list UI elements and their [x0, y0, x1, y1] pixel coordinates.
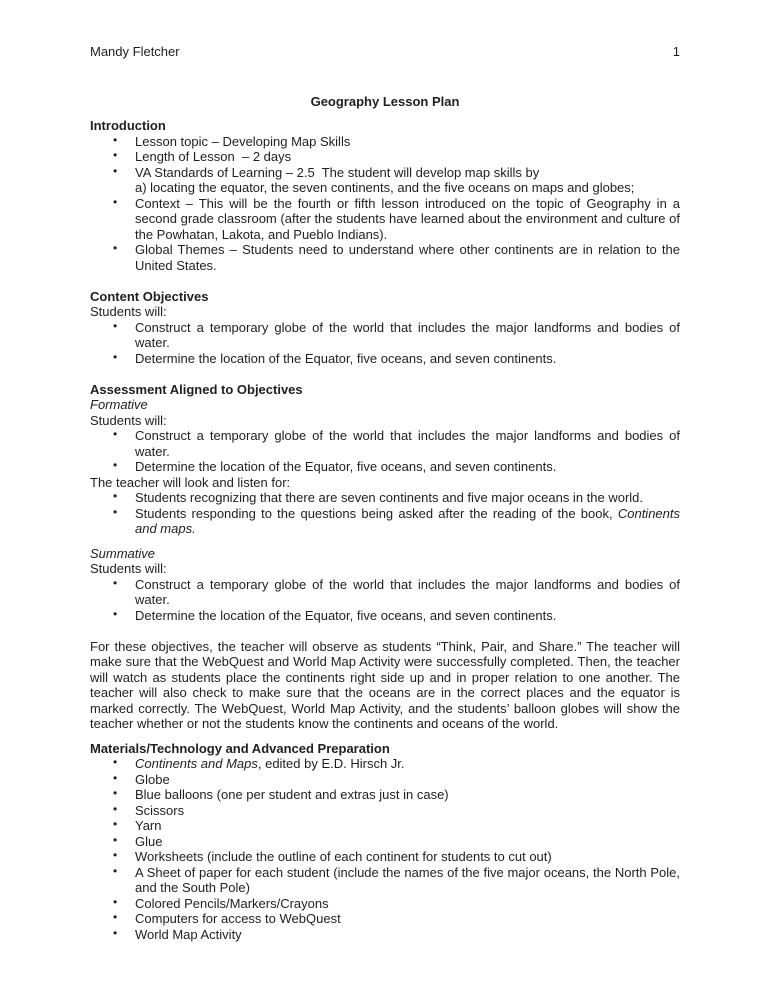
bullet-icon: • [113, 132, 118, 147]
bullet-item [90, 134, 680, 150]
bullet-list [90, 577, 680, 624]
bullet-icon: • [113, 817, 118, 831]
text-run: Glue [135, 833, 163, 849]
bullet-icon: • [113, 925, 118, 940]
document-title: Geography Lesson Plan [310, 93, 460, 109]
spacer [90, 366, 680, 382]
bullet-item [90, 834, 680, 850]
text-run: Construct a temporary globe of the world that includes the major landforms and bodies of water. [135, 576, 680, 607]
text-run: , edited by E.D. Hirsch Jr. [257, 756, 405, 771]
bullet-icon: • [113, 786, 118, 800]
bullet-list [90, 756, 680, 942]
bullet-item [90, 865, 680, 896]
text-run: Determine the location of the Equator, five oceans, and seven continents. [135, 350, 557, 366]
bullet-icon: • [113, 241, 118, 255]
text-line: a) locating the equator, the seven continents, and the five oceans on maps and globes; [135, 180, 635, 195]
text-run: Computers for access to WebQuest [135, 911, 341, 926]
spacer [90, 109, 680, 118]
text-run: Determine the location of the Equator, five oceans, and seven continents. [135, 459, 557, 474]
bullet-item [90, 577, 680, 608]
bullet-icon: • [113, 832, 118, 847]
text-run: Global Themes – Students need to understand where other continents are in relation to the United States. [135, 242, 680, 273]
bullet-item [90, 849, 680, 865]
text-run: VA Standards of Learning – 2.5 The student will develop map skills by [135, 164, 540, 180]
text-run: Students responding to the questions being asked after the reading of the book, [135, 505, 618, 521]
text-run: Length of Lesson – 2 days [135, 149, 292, 164]
text-line: The teacher will look and listen for: [90, 474, 291, 490]
bullet-icon: • [113, 163, 118, 178]
bullet-icon: • [113, 801, 118, 816]
text-run: Lesson topic – Developing Map Skills [135, 133, 351, 149]
bullet-item [90, 490, 680, 506]
section-heading: Introduction [90, 118, 166, 133]
text-run: Worksheets (include the outline of each continent for students to cut out) [135, 849, 552, 864]
section-heading: Materials/Technology and Advanced Preparation [90, 740, 390, 756]
document-body [90, 118, 680, 942]
bullet-item [90, 351, 680, 367]
bullet-item [90, 772, 680, 788]
text-run: Scissors [135, 802, 185, 818]
bullet-item [90, 428, 680, 459]
header-page-number: 1 [672, 44, 680, 59]
bullet-icon: • [113, 606, 118, 621]
subheading-italic: Formative [90, 397, 148, 412]
bullet-item [90, 756, 680, 772]
text-run: Globe [135, 771, 170, 787]
bullet-icon: • [113, 504, 118, 519]
bullet-item [90, 803, 680, 819]
subheading-italic: Summative [90, 545, 156, 561]
bullet-item [90, 506, 680, 537]
bullet-icon: • [113, 848, 118, 862]
bullet-item [90, 818, 680, 834]
bullet-icon: • [113, 489, 118, 503]
text-run: Students recognizing that there are seven continents and five major oceans in the world. [135, 490, 644, 505]
bullet-list [90, 134, 680, 274]
bullet-list [90, 428, 680, 475]
bullet-list [90, 320, 680, 367]
bullet-item [90, 608, 680, 624]
bullet-icon: • [113, 755, 118, 769]
bullet-icon: • [113, 894, 118, 909]
bullet-icon: • [113, 318, 118, 333]
spacer [90, 732, 680, 741]
header-author: Mandy Fletcher [90, 44, 180, 59]
text-run: Colored Pencils/Markers/Crayons [135, 895, 329, 911]
section-heading: Content Objectives [90, 288, 209, 304]
bullet-item [90, 911, 680, 927]
bullet-icon: • [113, 148, 118, 162]
text-run: Construct a temporary globe of the world that includes the major landforms and bodies of water. [135, 319, 680, 350]
text-run: Blue balloons (one per student and extras just in case) [135, 787, 449, 802]
text-run: Continents and Maps [135, 756, 258, 771]
bullet-item [90, 927, 680, 943]
bullet-item [90, 196, 680, 243]
bullet-item [90, 165, 680, 196]
bullet-item [90, 459, 680, 475]
text-line: Students will: [90, 412, 167, 428]
text-run: Yarn [135, 818, 162, 833]
spacer [90, 537, 680, 546]
bullet-item [90, 896, 680, 912]
bullet-item [90, 787, 680, 803]
section-heading: Assessment Aligned to Objectives [90, 381, 303, 397]
bullet-list [90, 490, 680, 537]
bullet-item [90, 242, 680, 273]
bullet-icon: • [113, 349, 118, 364]
bullet-item [90, 149, 680, 165]
paragraph: For these objectives, the teacher will observe as students “Think, Pair, and Share.” The teacher will make sure that the WebQuest and World Map Activity were successfully completed. Then, the teacher will watch as students place the continents right side up and in proper relation to one another. The teacher will also check to make sure that the oceans are in the correct places and the equator is marked correctly. The WebQuest, World Map Activity, and the students’ balloon globes will show the teacher whether or not the students know the continents and oceans of the world. [90, 638, 680, 731]
spacer [90, 273, 680, 289]
page-header [90, 44, 680, 60]
bullet-icon: • [113, 458, 118, 472]
bullet-icon: • [113, 427, 118, 441]
text-run: A Sheet of paper for each student (include the names of the five major oceans, the North Pole, and the South Pole) [135, 864, 680, 895]
text-run: Continents and maps. [135, 505, 680, 536]
text-run: Construct a temporary globe of the world that includes the major landforms and bodies of water. [135, 428, 680, 459]
bullet-item [90, 320, 680, 351]
text-line: Students will: [90, 304, 167, 319]
bullet-icon: • [113, 863, 118, 878]
bullet-icon: • [113, 770, 118, 785]
text-run: Determine the location of the Equator, five oceans, and seven continents. [135, 607, 557, 623]
bullet-icon: • [113, 575, 118, 590]
text-run: Context – This will be the fourth or fifth lesson introduced on the topic of Geography in a second grade classroom (after the students have learned about the environment and culture of the Powhatan, Lakota, and Pueblo Indians). [135, 195, 680, 242]
spacer [90, 623, 680, 639]
bullet-icon: • [113, 194, 118, 209]
bullet-icon: • [113, 910, 118, 924]
text-line: Students will: [90, 561, 167, 576]
text-run: World Map Activity [135, 926, 242, 942]
